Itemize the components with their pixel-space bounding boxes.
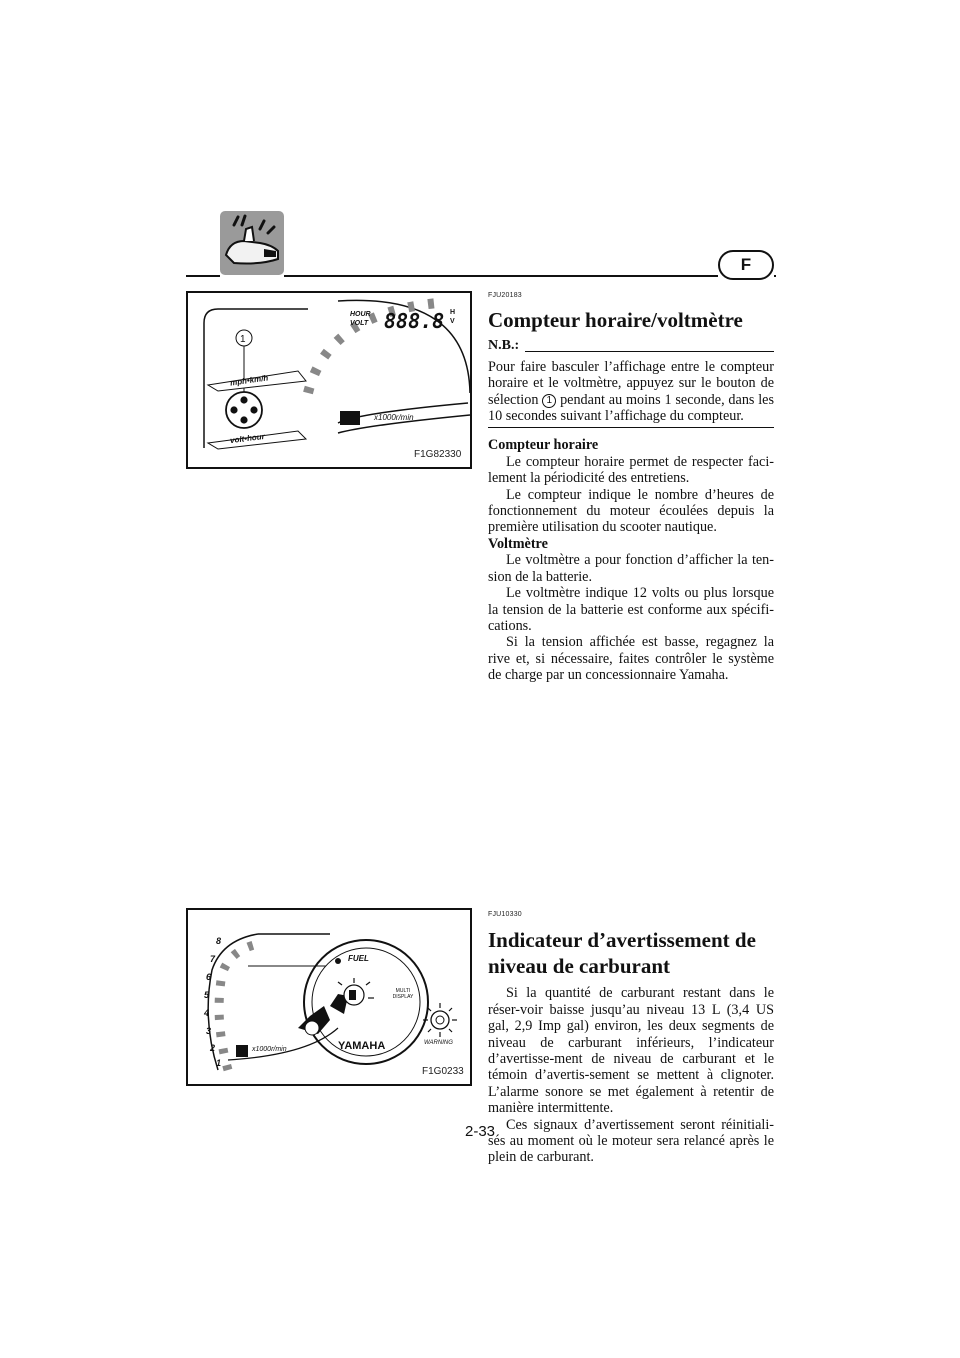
- fuel-label: FUEL: [348, 954, 369, 963]
- subheading-voltmeter: Voltmètre: [488, 535, 548, 552]
- note-header: [488, 338, 774, 354]
- figure-hour-voltmeter: [186, 291, 472, 469]
- rpm-label: x1000r/min: [374, 413, 414, 422]
- section-title: Compteur horaire/voltmètre: [488, 308, 743, 333]
- language-badge: F: [718, 250, 774, 280]
- note-rule: [525, 350, 774, 352]
- section-code: FJU20183: [488, 292, 522, 299]
- header-rule-left: [186, 275, 220, 277]
- note-text: [488, 359, 774, 429]
- paragraph: Si la tension affichée est basse, regagnez la rive et, si nécessaire, faites contrôler le système de charge par un concessionnaire Yamaha.: [488, 634, 774, 684]
- rpm-label: x1000r/min: [252, 1046, 287, 1053]
- paragraph: Si la quantité de carburant restant dans le réser-voir baisse jusqu’au niveau 13 L (3,4 US gal, 2,9 Imp gal) environ, les deux segments de niveau de carburant inférieurs, l’indicateur d’avertisse-ment de niveau de carburant et le témoin d’avertis-sement se mettent à clignoter. L’alarme sonore se met également à retentir de manière intermittente.: [488, 985, 774, 1117]
- scale-tick: 2: [210, 1043, 216, 1053]
- label-volt-hour: volt•hour: [229, 431, 266, 446]
- display-hour-label: HOUR: [350, 311, 371, 318]
- scale-tick: 7: [210, 954, 216, 964]
- scale-tick: 5: [204, 990, 210, 1000]
- fuel-gauge-illustration: [188, 910, 470, 1084]
- multi-display-label: MULTI DISPLAY: [392, 988, 414, 1000]
- note-text-part1: Pour faire basculer l’affichage entre le compteur horaire et le voltmètre, appuyez sur le bouton de sélection: [488, 358, 774, 408]
- callout-number: 1: [240, 334, 246, 345]
- jet-ski-icon: [220, 211, 284, 275]
- page-number: 2-33: [464, 1123, 496, 1140]
- section-title-line2: niveau de carburant: [488, 954, 671, 979]
- paragraph: Le compteur horaire permet de respecter faci-lement la périodicité des entretiens.: [488, 453, 774, 487]
- section-code: FJU10330: [488, 911, 522, 918]
- display-volt-label: VOLT: [350, 320, 369, 327]
- scale-tick: 1: [216, 1058, 222, 1068]
- display-digits: 888.8: [384, 309, 445, 333]
- subheading-hour-meter: Compteur horaire: [488, 437, 599, 454]
- paragraph: Le voltmètre a pour fonction d’afficher la ten-sion de la batterie.: [488, 552, 774, 585]
- callout-ref: 1: [542, 394, 556, 408]
- scale-tick: 3: [206, 1026, 212, 1036]
- paragraph: Le compteur indique le nombre d’heures de fonctionnement du moteur écoulées depuis la première utilisation du scooter nautique.: [488, 486, 774, 536]
- warning-label: WARNING: [424, 1040, 453, 1046]
- display-unit-v: V: [450, 318, 455, 325]
- warning-lamp-icon: [423, 1003, 457, 1037]
- figure-fuel-warning: [186, 908, 472, 1086]
- section-hour-voltmeter: [488, 288, 774, 684]
- paragraph: Le voltmètre indique 12 volts ou plus lorsque la tension de la batterie est conforme aux spécifi-cations.: [488, 585, 774, 634]
- display-unit-h: H: [450, 309, 456, 316]
- yamaha-logo: YAMAHA: [338, 1040, 386, 1052]
- scale-tick: 6: [206, 972, 212, 982]
- header-rule-right: [774, 275, 776, 277]
- label-mph-kmh: mph•km/h: [229, 373, 269, 388]
- header-rule: [284, 275, 718, 277]
- figure-id: F1G0233: [422, 1066, 464, 1077]
- paragraph: Ces signaux d’avertissement seront réinitiali-sés au moment où le moteur sera relancé après le plein de carburant.: [488, 1116, 774, 1166]
- scale-tick: 4: [204, 1008, 210, 1018]
- scale-tick: 8: [216, 936, 222, 946]
- note-text-part2: pendant au moins 1 seconde, dans les 10 secondes suivant l’affichage du compteur.: [488, 391, 775, 425]
- section-title-line1: Indicateur d’avertissement de: [488, 928, 756, 953]
- note-label: N.B.:: [488, 338, 520, 354]
- figure-id: F1G82330: [414, 449, 462, 460]
